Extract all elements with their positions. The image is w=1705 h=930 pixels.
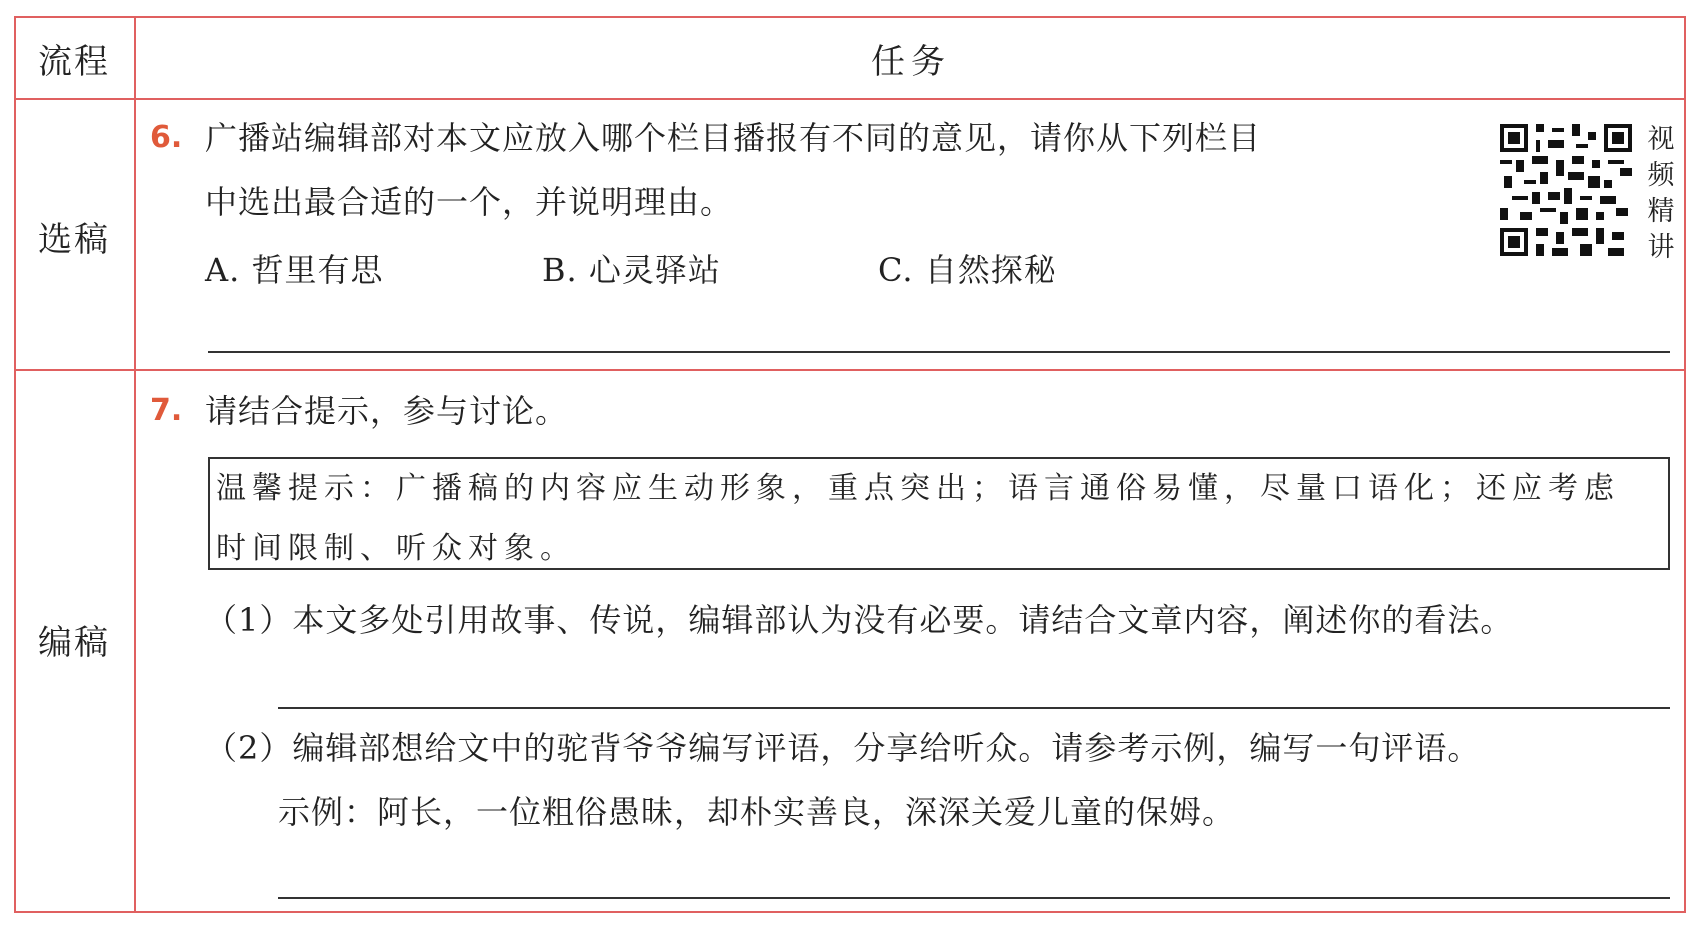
header-divider: [14, 98, 1686, 100]
sub-question-2-line2: 示例：阿长，一位粗俗愚昧，却朴实善良，深深关爱儿童的保姆。: [278, 793, 1236, 831]
column-divider: [134, 16, 136, 913]
row-label-select: 选稿: [38, 220, 110, 260]
answer-line-6[interactable]: [208, 351, 1670, 353]
question-7-number: 7.: [150, 393, 183, 428]
option-a: A. 哲里有思: [205, 251, 384, 289]
row-divider: [14, 369, 1686, 371]
option-b: B. 心灵驿站: [542, 251, 721, 289]
answer-line-7-1[interactable]: [278, 707, 1670, 709]
question-6-line1: 广播站编辑部对本文应放入哪个栏目播报有不同的意见，请你从下列栏目: [205, 119, 1262, 157]
question-6-line2: 中选出最合适的一个，并说明理由。: [205, 183, 734, 221]
header-process: 流程: [38, 42, 110, 82]
sub-question-1: （1）本文多处引用故事、传说，编辑部认为没有必要。请结合文章内容，阐述你的看法。: [205, 601, 1514, 639]
sub-question-2-line1: （2）编辑部想给文中的驼背爷爷编写评语，分享给听众。请参考示例，编写一句评语。: [205, 729, 1481, 767]
option-c: C. 自然探秘: [878, 251, 1057, 289]
tip-line2: 时间限制、听众对象。: [216, 531, 576, 566]
tip-line1: 温馨提示：广播稿的内容应生动形象，重点突出；语言通俗易懂，尽量口语化；还应考虑: [216, 471, 1620, 506]
answer-line-7-2[interactable]: [278, 897, 1670, 899]
question-6-number: 6.: [150, 120, 183, 155]
video-explanation-caption: 视 频 精 讲: [1647, 124, 1675, 263]
row-label-edit: 编稿: [38, 623, 110, 663]
header-task: 任务: [871, 42, 951, 82]
question-7-intro: 请结合提示，参与讨论。: [205, 392, 569, 430]
qr-code-icon[interactable]: [1500, 124, 1632, 256]
